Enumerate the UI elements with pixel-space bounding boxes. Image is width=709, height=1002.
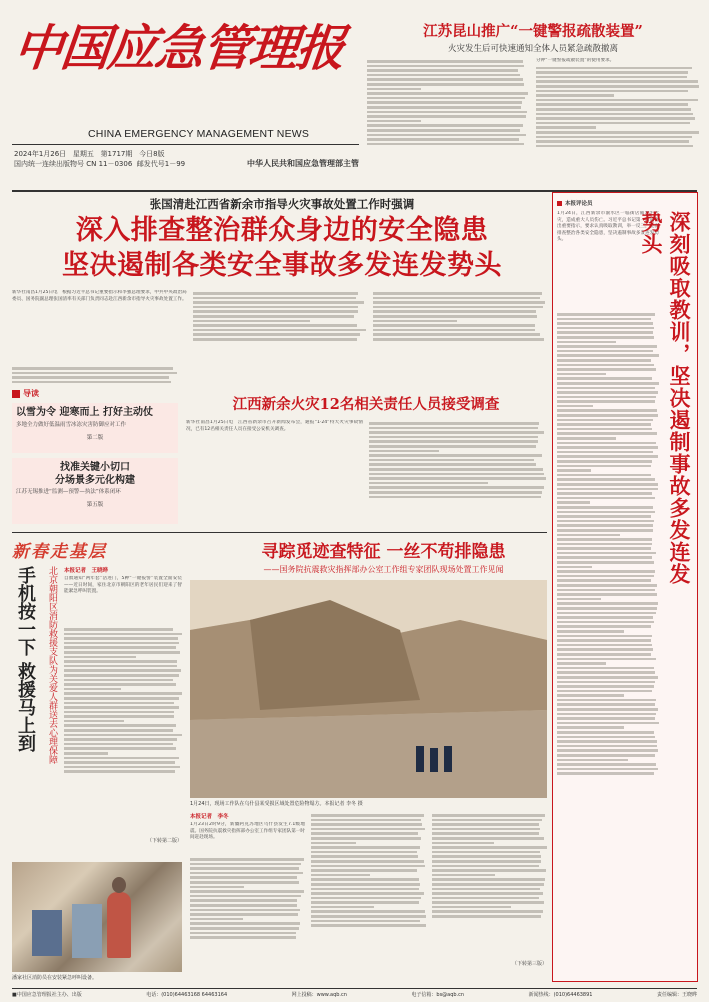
text-block [536,65,699,178]
guide-item-2-page: 第五版 [86,502,104,508]
commentary-opening: 1月24日，江西新余市渝水区一临街店铺发生火灾，造成重大人员伤亡。习近平总书记第一时间作出重要指示，要求认真吸取教训，举一反三，全面排查整治各类安全隐患，坚决遏制事故多发连发势头。 [557,211,659,243]
postal-code: 邮发代号1－99 [136,160,186,168]
commentary-title[interactable]: 深刻吸取教训，坚决遏制事故多发连发势头 [639,211,692,585]
issue-weekday: 星期五 [72,150,94,158]
top-story-subtitle: 火灾发生后可快速通知全体人员紧急疏散撤离 [447,44,618,54]
feature-title[interactable]: 寻踪觅迹查特征 一丝不苟排隐患 [261,542,506,562]
xinchun-reporter: 本报记者 王晓晔 [64,568,109,574]
top-story-tail: 分钟“一键警报疏散装置”的使用要求。 [536,58,615,63]
masthead-rule [12,144,359,145]
text-block [432,812,547,960]
text-block [369,420,546,528]
xinchun-opening: 自救通知“两年套”活进门，5种“一键报警”装置全面安装——近日时间，家住北京市朝阳区的老年居民们迎来了智能紧急呼叫装置。 [64,576,182,595]
commentary-label-icon [557,201,562,206]
footer-editor: 责任编辑：王晓晔 [656,992,697,998]
guide-item-1-sub: 多地全力做好低温雨雪冰冻灾害防御应对工作 [16,422,127,428]
text-block [190,856,305,974]
top-story-title[interactable]: 江苏昆山推广“一键警报疏散装置” [423,23,643,40]
commentary-box [552,192,698,982]
text-block [64,626,182,836]
feature-jump: （下转第三版） [511,961,547,967]
footer-email[interactable]: 电子信箱：bs@aqb.cn [411,992,465,998]
issue-date: 2024年1月26日 [14,150,67,158]
xinchun-vertical-sub: 北京朝阳区消防救援支队为关爱人群送去心理保障 [47,566,57,764]
footer-rule [12,988,697,989]
issue-pages: 今日8版 [139,150,165,158]
guide-item-1-title: 以雪为令 迎寒而上 打好主动仗 [16,407,153,418]
feature-subtitle: ——国务院抗震救灾指挥部办公室工作组专家团队现场处置工作见闻 [263,565,504,574]
guide-item-2-title-2: 分场景多元化构建 [55,475,135,486]
footer-web[interactable]: 网上投稿：www.aqb.cn [291,992,347,998]
masthead-english-name: CHINA EMERGENCY MANAGEMENT NEWS [88,128,310,140]
guide-item-1[interactable] [12,403,178,453]
xinchun-photo [12,862,182,972]
feature-reporter: 本报记者 李冬 [190,814,229,820]
section-rule [12,532,547,533]
guide-item-2-sub: 江苏无锡推进“监测—预警—执法”体系闭环 [16,489,121,495]
top-story-body [367,58,699,178]
guide-item-1-page: 第二版 [86,435,104,441]
lead-body [12,290,548,362]
lead-kicker: 张国清赴江西省新余市指导火灾事故处置工作时强调 [149,197,415,211]
lead-title-line2[interactable]: 坚决遏制各类安全事故多发连发势头 [62,250,502,281]
cn-number: 国内统一连续出版物号 CN 11－0306 [14,160,133,168]
xinyu-body [186,420,546,528]
footer [12,991,697,998]
footer-publisher: ■中国应急管理报社主办、出版 [12,992,82,998]
feature-photo [190,580,547,798]
lead-opening: 新华社南昌1月25日电 根据习近平总书记重要指示和李强总理要求，中共中央政治局委员、国务院副总理张国清率有关部门负责同志赴江西新余市指导火灾事故处置工作。 [12,290,187,302]
masthead-logo [10,14,347,98]
text-block [193,290,368,362]
masthead-logo-text: 中国应急管理报 [10,19,347,77]
xinchun-badge: 新春走基层 [12,542,107,562]
text-block [12,365,178,385]
footer-phone: 电话：(010)64463168 64463164 [146,992,228,998]
text-block [373,290,548,362]
commentary-label: 本报评论员 [565,201,593,207]
feature-opening: 1月23日2时9分，新疆阿克苏地区乌什县发生7.1级地震。国务院抗震救灾指挥部办公室工作组专家团队第一时间赶赴现场。 [190,822,305,841]
xinchun-section [12,538,182,986]
sponsor: 中华人民共和国应急管理部主管 [247,159,359,168]
feature-photo-caption: 1月24日，现场工作队在乌什县某受损区域处置危险物塌方。本报记者 李冬 摄 [190,801,363,807]
xinyu-title[interactable]: 江西新余火灾12名相关责任人员接受调查 [232,396,500,413]
guide-item-2[interactable] [12,458,178,524]
guide-header: 导读 [23,389,39,398]
top-story [367,22,699,186]
lead-title-line1[interactable]: 深入排查整治群众身边的安全隐患 [75,215,489,246]
xinchun-vertical-title[interactable]: 手机按一下 救援马上到 [15,566,36,753]
text-block [367,58,530,178]
xinchun-photo-caption: 潘家社区消防员在安装紧急呼叫设备。 [12,975,98,981]
text-block [557,311,659,973]
feature-section [190,540,547,982]
xinyu-opening: 新华社南昌1月25日电 江西省新余市召开新闻发布会，通报“1·24”特大火灾事故情况，已有12名相关责任人员在接受公安机关调查。 [186,420,363,432]
masthead-info [14,149,359,169]
guide-header-icon [12,390,20,398]
guide-item-2-title-1: 找准关键小切口 [60,462,130,473]
footer-news-phone: 新闻热线：(010)64463891 [528,992,593,998]
xinchun-jump: （下转第二版） [146,838,182,844]
issue-number: 第1717期 [100,150,133,158]
guide-box [12,388,178,523]
text-block [311,812,426,972]
